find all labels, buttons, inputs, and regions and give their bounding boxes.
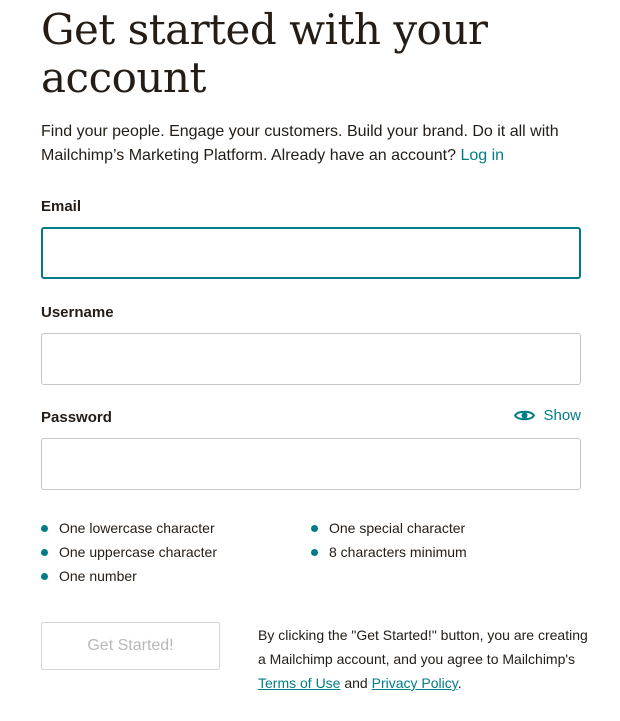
show-password-toggle[interactable] [514,407,581,424]
requirement-item: One special character [311,516,467,540]
email-label: Email [41,198,82,215]
show-password-label: Show [543,407,581,424]
get-started-button[interactable]: Get Started! [41,622,220,670]
requirement-item: One lowercase character [41,516,217,540]
bullet-dot-icon [311,525,318,532]
requirement-item: 8 characters minimum [311,540,467,564]
bullet-dot-icon [41,549,48,556]
email-field[interactable] [41,227,581,279]
password-label: Password [41,409,112,426]
password-requirements-right [311,516,467,564]
bullet-dot-icon [41,525,48,532]
privacy-policy-link[interactable]: Privacy Policy [371,675,458,691]
intro-text: Find your people. Engage your customers. Build your brand. Do it all with Mailchimp’s Marketing Platform. Already have an account? [41,123,559,164]
password-requirements-left [41,516,217,588]
login-link[interactable]: Log in [460,147,505,164]
username-label: Username [41,304,114,321]
requirement-item: One number [41,564,217,588]
requirement-item: One uppercase character [41,540,217,564]
password-field[interactable] [41,438,581,490]
intro-paragraph [41,120,581,168]
username-field[interactable] [41,333,581,385]
legal-text: By clicking the "Get Started!" button, you are creating a Mailchimp account, and you agree to Mailchimp's Terms of Use and Privacy Policy. [258,627,588,691]
eye-icon [514,409,535,422]
bullet-dot-icon [41,573,48,580]
terms-of-use-link[interactable]: Terms of Use [258,675,341,691]
bullet-dot-icon [311,549,318,556]
page-title: Get started with your account [41,5,488,102]
